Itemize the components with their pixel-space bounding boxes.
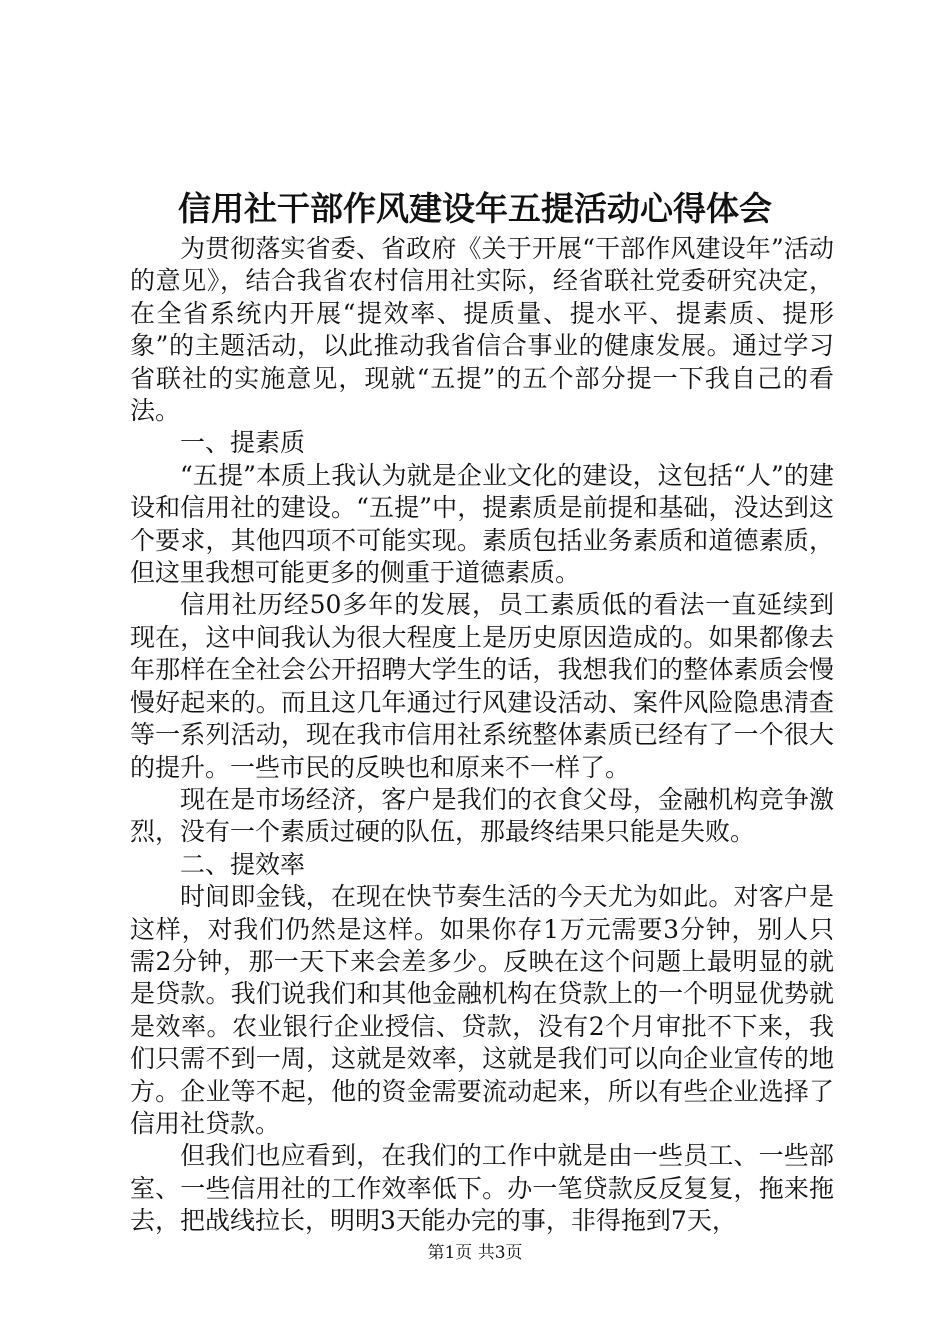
paragraph: 但我们也应看到，在我们的工作中就是由一些员工、一些部室、一些信用社的工作效率低下。办一笔贷款反反复复，拖来拖去，把战线拉长，明明3天能办完的事，非得拖到7天， [130,1141,834,1236]
section-heading-2: 二、提效率 [180,849,306,879]
page-footer: 第1页 共3页 [427,1243,523,1263]
document-title: 信用社干部作风建设年五提活动心得体会 [178,189,772,228]
section-heading-1: 一、提素质 [180,428,306,458]
paragraph: 现在是市场经济，客户是我们的衣食父母，金融机构竞争激烈，没有一个素质过硬的队伍，那最终结果只能是失败。 [130,784,834,847]
paragraph: 时间即金钱，在现在快节奏生活的今天尤为如此。对客户是这样，对我们仍然是这样。如果你存1万元需要3分钟，别人只需2分钟，那一天下来会差多少。反映在这个问题上最明显的就是贷款。我们说我们和其他金融机构在贷款上的一个明显优势就是效率。农业银行企业授信、贷款，没有2个月审批不下来，我们只需不到一周，这就是效率，这就是我们可以向企业宣传的地方。企业等不起，他的资金需要流动起来，所以有些企业选择了信用社贷款。 [130,882,834,1138]
document-body [130,233,834,1238]
paragraph-intro: 为贯彻落实省委、省政府《关于开展“干部作风建设年”活动的意见》，结合我省农村信用社实际，经省联社党委研究决定，在全省系统内开展“提效率、提质量、提水平、提素质、提形象”的主题活动，以此推动我省信合事业的健康发展。通过学习省联社的实施意见，现就“五提”的五个部分提一下我自己的看法。 [130,234,834,426]
paragraph: 信用社历经50多年的发展，员工素质低的看法一直延续到现在，这中间我认为很大程度上是历史原因造成的。如果都像去年那样在全社会公开招聘大学生的话，我想我们的整体素质会慢慢好起来的。而且这几年通过行风建设活动、案件风险隐患清查等一系列活动，现在我市信用社系统整体素质已经有了一个很大的提升。一些市民的反映也和原来不一样了。 [130,590,834,782]
paragraph: “五提”本质上我认为就是企业文化的建设，这包括“人”的建设和信用社的建设。“五提”中，提素质是前提和基础，没达到这个要求，其他四项不可能实现。素质包括业务素质和道德素质，但这里我想可能更多的侧重于道德素质。 [130,460,834,588]
